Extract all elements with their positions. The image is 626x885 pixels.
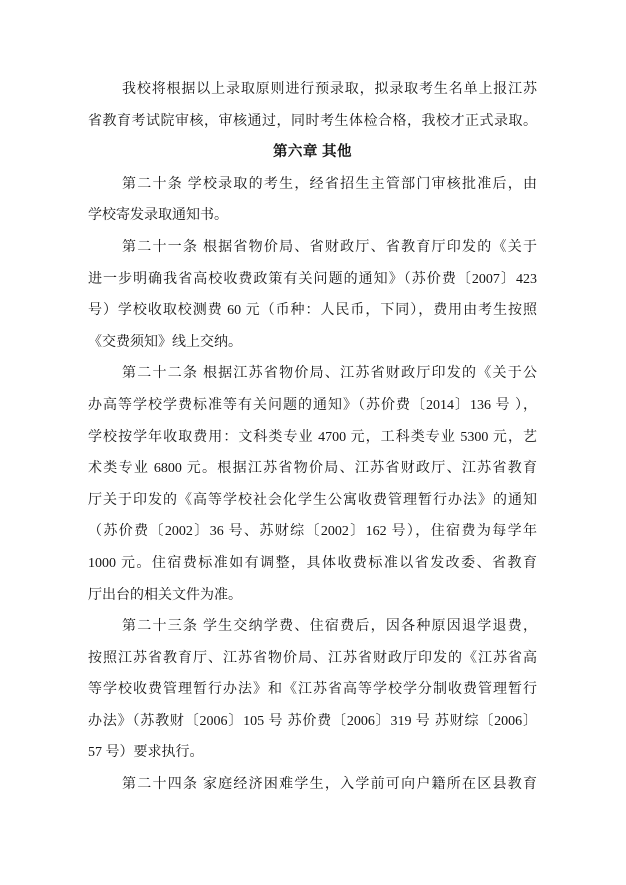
article-24 bbox=[88, 769, 537, 801]
text-line: 第二十四条 家庭经济困难学生，入学前可向户籍所在区县教育 bbox=[122, 777, 537, 793]
text-line: 厅出台的相关文件为准。 bbox=[88, 587, 242, 603]
text-line: 办高等学校学费标准等有关问题的通知》（苏价费〔2014〕136 号 ）， bbox=[88, 397, 537, 413]
text-line: 《交费须知》线上交纳。 bbox=[88, 334, 242, 350]
text-line: 等学校收费管理暂行办法》和《江苏省高等学校学分制收费管理暂行 bbox=[88, 682, 537, 698]
text-line: 厅关于印发的《高等学校社会化学生公寓收费管理暂行办法》的通知 bbox=[88, 492, 537, 508]
text-line: 1000 元。住宿费标准如有调整，具体收费标准以省发改委、省教育 bbox=[88, 555, 537, 571]
text-line: 术类专业 6800 元。根据江苏省物价局、江苏省财政厅、江苏省教育 bbox=[88, 461, 537, 477]
text-line: 第二十条 学校录取的考生，经省招生主管部门审核批准后，由 bbox=[122, 176, 537, 192]
text-line: 学校寄发录取通知书。 bbox=[88, 208, 228, 224]
text-line: 办法》（苏教财〔2006〕105 号 苏价费〔2006〕319 号 苏财综〔2006〕 bbox=[88, 713, 537, 729]
text-line: 第二十一条 根据省物价局、省财政厅、省教育厅印发的《关于 bbox=[122, 239, 537, 255]
text-line: 第二十二条 根据江苏省物价局、江苏省财政厅印发的《关于公 bbox=[122, 366, 537, 382]
document-body bbox=[88, 74, 537, 801]
text-line: 进一步明确我省高校收费政策有关问题的通知》（苏价费〔2007〕423 bbox=[88, 271, 537, 287]
article-22 bbox=[88, 358, 537, 611]
paragraph-admission-review bbox=[88, 74, 537, 137]
text-line: （苏价费〔2002〕36 号、苏财综〔2002〕162 号），住宿费为每学年 bbox=[88, 524, 537, 540]
text-line: 号）学校收取校测费 60 元（币种：人民币，下同），费用由考生按照 bbox=[88, 303, 537, 319]
text-line: 57 号）要求执行。 bbox=[88, 745, 204, 761]
text-line: 学校按学年收取费用：文科类专业 4700 元，工科类专业 5300 元，艺 bbox=[88, 429, 537, 445]
text-line: 省教育考试院审核，审核通过，同时考生体检合格，我校才正式录取。 bbox=[88, 113, 537, 129]
article-21 bbox=[88, 232, 537, 358]
article-20 bbox=[88, 169, 537, 232]
article-23 bbox=[88, 611, 537, 769]
chapter-heading: 第六章 其他 bbox=[272, 144, 353, 161]
text-line: 按照江苏省教育厅、江苏省物价局、江苏省财政厅印发的《江苏省高 bbox=[88, 650, 537, 666]
text-line: 我校将根据以上录取原则进行预录取，拟录取考生名单上报江苏 bbox=[122, 82, 537, 97]
text-line: 第二十三条 学生交纳学费、住宿费后，因各种原因退学退费， bbox=[122, 619, 537, 635]
